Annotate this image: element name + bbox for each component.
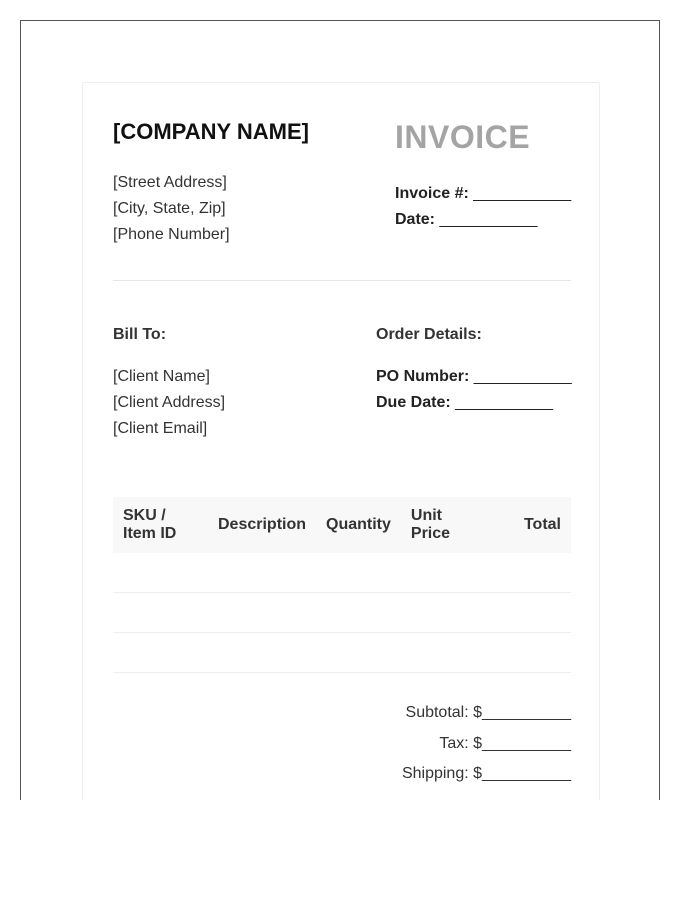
tax-line: Tax: $__________ <box>439 734 571 752</box>
due-date-row <box>376 390 572 416</box>
invoice-number-blank: ___________ <box>473 185 572 202</box>
table-row <box>113 633 571 673</box>
order-details-heading: Order Details: <box>376 326 482 343</box>
invoice-fields <box>395 181 571 233</box>
header-sku: SKU / Item ID <box>113 497 208 553</box>
company-phone: [Phone Number] <box>113 226 230 243</box>
header-unit-price: Unit Price <box>401 497 460 553</box>
invoice-card <box>82 82 600 800</box>
order-details-block <box>376 364 572 416</box>
header-description: Description <box>208 497 316 553</box>
header-divider <box>113 280 571 281</box>
po-number-row <box>376 364 572 390</box>
due-date-blank: ___________ <box>455 394 554 411</box>
po-number-blank: ___________ <box>473 368 572 385</box>
invoice-title: INVOICE <box>395 119 531 155</box>
table-header-row <box>113 497 571 553</box>
bill-to-block <box>113 364 225 442</box>
client-address: [Client Address] <box>113 394 226 411</box>
client-name: [Client Name] <box>113 368 210 385</box>
company-city: [City, State, Zip] <box>113 200 226 217</box>
client-email: [Client Email] <box>113 420 208 437</box>
shipping-line: Shipping: $__________ <box>401 765 571 782</box>
invoice-date-blank: ___________ <box>439 211 538 228</box>
due-date-label: Due Date: <box>376 394 451 411</box>
totals-block <box>328 701 571 793</box>
header-total: Total <box>460 497 571 553</box>
document-viewport <box>20 20 660 800</box>
invoice-number-row <box>395 181 571 207</box>
table-row <box>113 593 571 633</box>
company-address-block <box>113 170 230 248</box>
subtotal-line: Subtotal: $__________ <box>405 704 571 721</box>
invoice-number-label: Invoice #: <box>395 185 469 202</box>
invoice-date-row <box>395 207 571 233</box>
items-table <box>113 497 571 673</box>
bill-to-heading: Bill To: <box>113 326 167 343</box>
company-name: [COMPANY NAME] <box>113 119 309 144</box>
header-quantity: Quantity <box>316 497 401 553</box>
company-street: [Street Address] <box>113 174 227 191</box>
table-row <box>113 553 571 593</box>
invoice-date-label: Date: <box>395 211 436 228</box>
po-number-label: PO Number: <box>376 368 470 385</box>
